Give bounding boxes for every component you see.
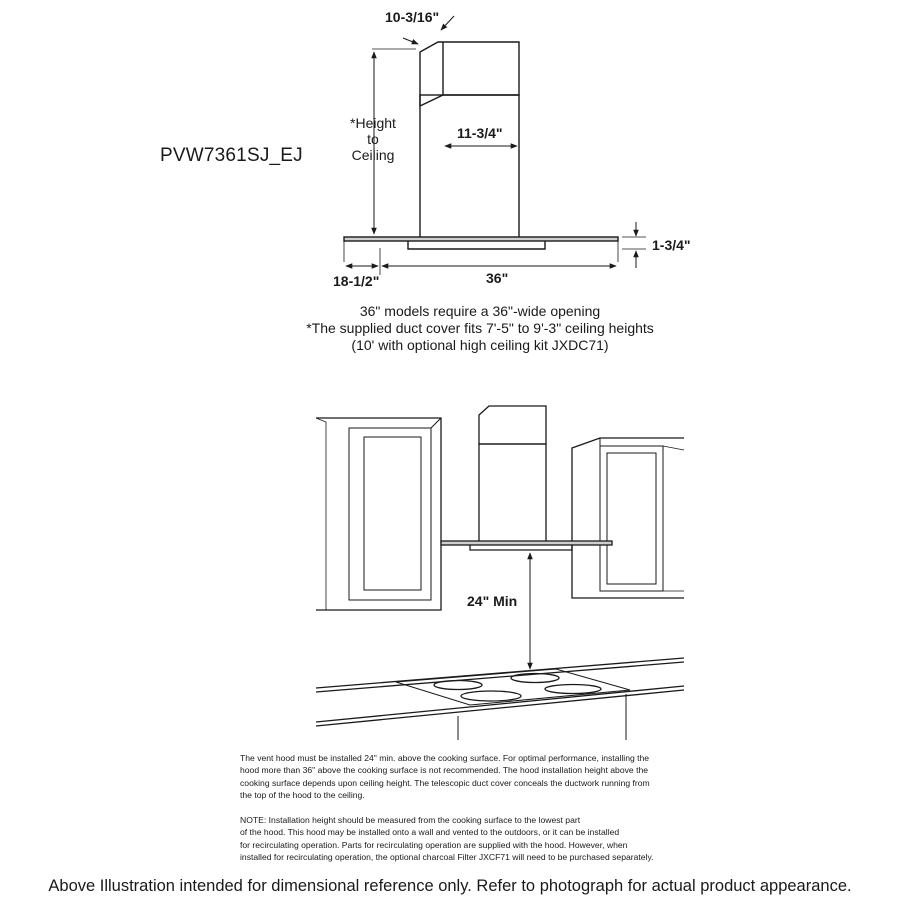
left-cabinet: [316, 418, 441, 610]
upper-duct-cover: [420, 42, 519, 106]
model-number: PVW7361SJ_EJ: [160, 145, 303, 166]
lower-chimney: [420, 95, 519, 238]
note-line: (10' with optional high ceiling kit JXDC71): [351, 337, 609, 353]
installation-notes: [170, 303, 790, 354]
install-duct-upper: [479, 406, 546, 444]
canopy-thickness-label: 1-3/4": [652, 237, 691, 253]
countertop: [316, 658, 684, 726]
glass-canopy: [344, 237, 618, 241]
filter-housing: [408, 241, 545, 249]
top-width-label: 10-3/16": [385, 9, 440, 25]
top-width-arrow-right: [441, 16, 454, 30]
min-height-label: 24" Min: [467, 593, 518, 609]
burner: [434, 681, 482, 690]
left-cabinet-panel: [364, 437, 421, 590]
note-line: *The supplied duct cover fits 7'-5" to 9'-3" ceiling heights: [306, 320, 654, 336]
right-cabinet: [572, 438, 684, 598]
height-label-line: to: [367, 131, 379, 147]
install-canopy: [441, 541, 612, 545]
installation-paragraph: The vent hood must be installed 24" min. above the cooking surface. For optimal performance, installing the hood more than 36" above the cooking surface is not recommended. The hood installation height above the cooking surface depends upon ceiling height. The telescopic duct cover conceals the ductwork running from the top of the hood to the ceiling.: [240, 753, 650, 800]
disclaimer-footer: Above Illustration intended for dimensional reference only. Refer to photograph for actual product appearance.: [48, 877, 852, 895]
installation-illustration: [316, 406, 684, 740]
chimney-width-label: 11-3/4": [457, 125, 503, 141]
right-cabinet-panel: [607, 453, 656, 584]
depth-label: 18-1/2": [333, 273, 380, 289]
note-paragraph: NOTE: Installation height should be measured from the cooking surface to the lowest part of the hood. This hood may be installed onto a wall and vented to the outdoors, or it can be installed for recirculating operation. Parts for recirculating operation are supplied with the hood. However, when installed for recirculating operation, the optional charcoal Filter JXCF71 will need to be purchased separately.: [240, 815, 654, 862]
height-to-ceiling-label: [338, 115, 408, 163]
height-label-line: *Height: [350, 115, 396, 131]
burner: [545, 685, 601, 694]
install-chimney: [479, 444, 546, 542]
top-width-arrow-left: [403, 38, 418, 44]
height-label-line: Ceiling: [351, 147, 395, 163]
burner: [461, 691, 521, 701]
note-line: 36" models require a 36"-wide opening: [359, 303, 601, 319]
width-label: 36": [486, 270, 509, 286]
burner: [511, 674, 559, 683]
